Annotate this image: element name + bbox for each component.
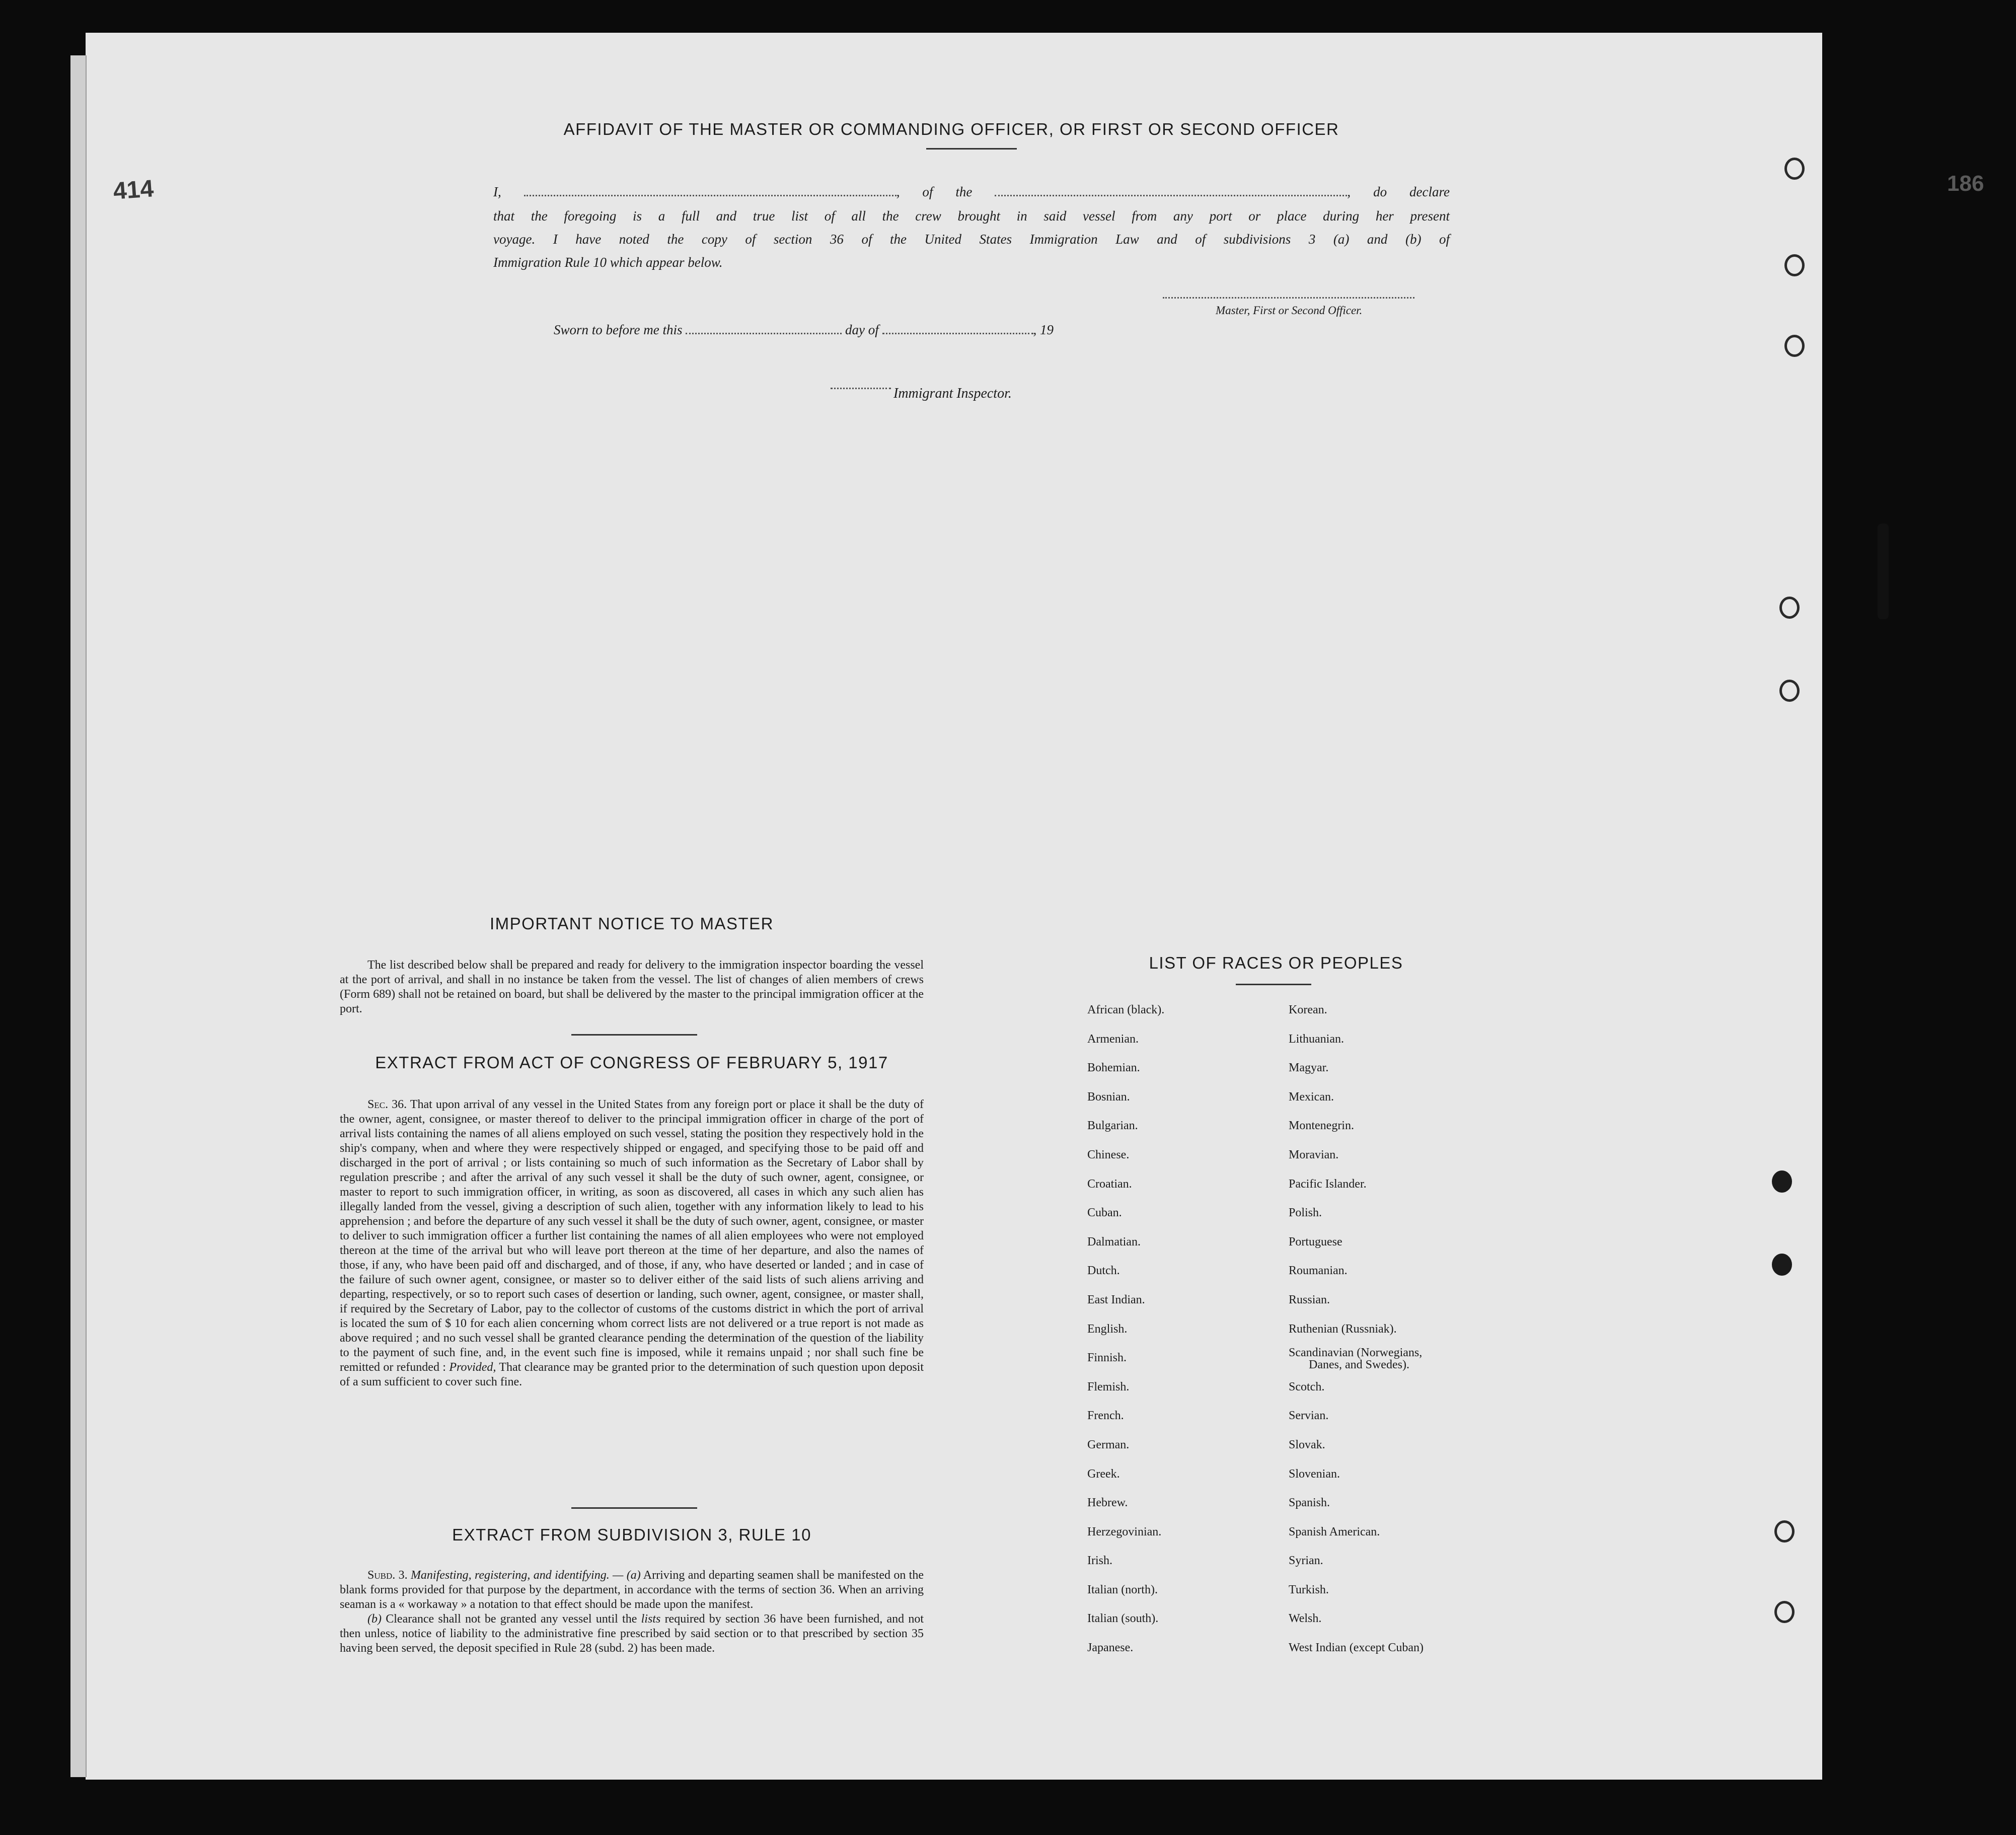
race-item: Scotch. (1289, 1380, 1325, 1393)
race-item: Finnish. (1087, 1351, 1127, 1365)
act-sec-label: Sec. 36. (367, 1098, 407, 1111)
sworn-line (554, 322, 1054, 338)
affidavit-line-2: that the foregoing is a full and true list of all the crew brought in said vessel from any port or place during her present (493, 208, 1450, 224)
race-item: Hebrew. (1087, 1496, 1128, 1510)
punch-hole (1772, 1254, 1792, 1276)
rule10-subd-label: Subd. 3. (367, 1569, 408, 1582)
race-item: Turkish. (1289, 1583, 1329, 1596)
punch-hole (1772, 1170, 1792, 1193)
ink-mark (1878, 524, 1889, 619)
day-of-label: day of (845, 322, 879, 337)
race-item: Chinese. (1087, 1148, 1130, 1161)
rule10-b-label: (b) (367, 1612, 382, 1626)
race-item: Italian (north). (1087, 1583, 1158, 1596)
rule10-title: EXTRACT FROM SUBDIVISION 3, RULE 10 (452, 1525, 811, 1544)
race-item: Bosnian. (1087, 1090, 1130, 1104)
divider (571, 1034, 697, 1036)
act-body: That upon arrival of any vessel in the United States from any foreign port or place it shall be the duty of the owner, agent, consignee, or master thereof to deliver to the principal immigration officer in charge of the port of arrival lists containing the names of all aliens employed on such vessel, stating the position they respectively hold in the ship's company, when and where they were respectively shipped or engaged, and specifying those to be paid off and discharged in the port of arrival ; or lists containing so much of such information as the Secretary of Labor shall by regulation prescribe ; and after the arrival of any such vessel it shall be the duty of such owner, agent, consignee, or master to report to such immigration officer, in writing, as soon as discovered, all cases in which any such alien has illegally landed from the vessel, giving a description of such alien, together with any information likely to lead to his apprehension ; and before the departure of any such vessel it shall be the duty of such owner, agent, consignee, or master to deliver to such immigration officer a further list containing the names of all alien employees who were not employed thereon at the time of the arrival but who will leave port thereon at the time of her departure, and also the names of those, if any, who have been paid off and discharged, and of those, if any, who have deserted or landed ; and in case of the failure of such owner agent, consignee, or master so to deliver either of the said lists of such aliens arriving and departing, respectively, or so to report such cases of desertion or landing, such owner, agent, consignee, or master shall, if required by the Secretary of Labor, pay to the collector of customs of the customs district in which the port of arrival is located the sum of $ 10 for each alien concerning whom correct lists are not delivered or a true report is not made as above required ; and no such vessel shall be granted clearance pending the determination of the question of the liability to the payment of such fine, and, in the event such fine is imposed, while it remains unpaid ; nor shall such fine be remitted or refunded : (340, 1098, 924, 1374)
affidavit-of-the: , of the (896, 184, 973, 199)
race-item: African (black). (1087, 1003, 1165, 1016)
affidavit-line-4: Immigration Rule 10 which appear below. (493, 255, 723, 270)
signature-blank[interactable] (1163, 297, 1414, 299)
race-item: Slovenian. (1289, 1467, 1340, 1481)
race-item: Japanese. (1087, 1641, 1134, 1655)
year-label: , 19 (1033, 322, 1054, 337)
punch-hole (1784, 335, 1805, 357)
rule10-lists: lists (641, 1612, 661, 1626)
race-item: Spanish American. (1289, 1525, 1380, 1538)
race-item-line: Scandinavian (Norwegians, (1289, 1346, 1423, 1360)
act-provided: Provided, (449, 1361, 496, 1374)
bleed-through (1611, 403, 1619, 418)
race-item: Pacific Islander. (1289, 1177, 1367, 1191)
races-column-1 (1087, 996, 1279, 1663)
race-item: East Indian. (1087, 1293, 1145, 1306)
race-item: Portuguese (1289, 1235, 1342, 1249)
sworn-month-blank[interactable] (882, 333, 1033, 334)
race-item: Russian. (1289, 1293, 1330, 1306)
race-item: Greek. (1087, 1467, 1120, 1481)
race-item: Dutch. (1087, 1264, 1120, 1278)
race-item: German. (1087, 1438, 1130, 1451)
race-item: Lithuanian. (1289, 1032, 1344, 1046)
races-column-2 (1289, 996, 1540, 1663)
race-item: Servian. (1289, 1409, 1329, 1423)
race-item: Croatian. (1087, 1177, 1132, 1191)
affidavit-i: I, (493, 184, 501, 199)
sworn-day-blank[interactable] (686, 333, 842, 334)
punch-hole (1784, 254, 1805, 276)
notice-text: The list described below shall be prepared and ready for delivery to the immigration inspector boarding the vessel at the port of arrival, and shall in no instance be taken from the vessel. The list of changes of alien members of crews (Form 689) shall not be retained on board, but shall be delivered by the master to the principal immigration officer at the port. (340, 959, 924, 1015)
document-page (86, 33, 1822, 1780)
divider (571, 1507, 697, 1509)
rule10-subd-title: Manifesting, registering, and identifying. — (a) (410, 1569, 641, 1582)
punch-hole (1779, 597, 1800, 619)
divider (926, 148, 1017, 150)
affidavit-declare: , do declare (1347, 184, 1450, 199)
race-item: Polish. (1289, 1206, 1322, 1220)
race-item: Irish. (1087, 1554, 1112, 1568)
race-item: Ruthenian (Russniak). (1289, 1322, 1397, 1336)
rule10-text-a: Arriving and departing seamen shall be manifested on the blank forms provided for that purpose by the department, in accordance with the terms of section 36. When an arriving seaman is a « workaway » a notation to that effect should be made upon the manifest. (340, 1569, 924, 1611)
signature-label: Master, First or Second Officer. (1216, 304, 1363, 317)
affidavit-line-1 (493, 180, 1450, 203)
race-item: Roumanian. (1289, 1264, 1348, 1278)
race-item: Herzegovinian. (1087, 1525, 1162, 1538)
race-item: Flemish. (1087, 1380, 1130, 1393)
rule10-text-b1: Clearance shall not be granted any vessel until the (386, 1612, 637, 1626)
race-item: Italian (south). (1087, 1612, 1159, 1626)
punch-hole (1774, 1520, 1795, 1543)
race-item: English. (1087, 1322, 1128, 1336)
vessel-blank[interactable] (995, 195, 1347, 196)
notice-title: IMPORTANT NOTICE TO MASTER (489, 914, 774, 933)
divider (1236, 984, 1311, 985)
race-item: West Indian (except Cuban) (1289, 1641, 1424, 1655)
race-item: Bulgarian. (1087, 1119, 1138, 1133)
race-item: Magyar. (1289, 1061, 1329, 1075)
act-text (340, 1097, 924, 1389)
race-item: Montenegrin. (1289, 1119, 1354, 1133)
race-item: Welsh. (1289, 1612, 1322, 1626)
race-item: Korean. (1289, 1003, 1327, 1016)
race-item: Bohemian. (1087, 1061, 1140, 1075)
affidavit-title: AFFIDAVIT OF THE MASTER OR COMMANDING OFFICER, OR FIRST OR SECOND OFFICER (563, 120, 1339, 138)
inspector-blank[interactable] (831, 388, 891, 389)
race-item: Armenian. (1087, 1032, 1139, 1046)
binding-strip (70, 55, 87, 1777)
race-item: Dalmatian. (1087, 1235, 1141, 1249)
inspector-label: Immigrant Inspector. (893, 386, 1012, 401)
act-title: EXTRACT FROM ACT OF CONGRESS OF FEBRUARY 5, 1917 (375, 1053, 888, 1072)
race-item (1289, 1344, 1540, 1373)
sworn-label: Sworn to before me this (554, 322, 683, 337)
race-item: Spanish. (1289, 1496, 1330, 1510)
race-item-line: Danes, and Swedes). (1309, 1358, 1409, 1372)
punch-hole (1784, 158, 1805, 180)
punch-hole (1774, 1601, 1795, 1623)
race-item: Mexican. (1289, 1090, 1334, 1104)
rule10-text (340, 1568, 924, 1656)
race-item: Moravian. (1289, 1148, 1339, 1161)
race-item: Cuban. (1087, 1206, 1122, 1220)
left-margin-number: 414 (112, 175, 155, 205)
right-margin-number: 186 (1947, 171, 1984, 196)
rule10-text-b2: required by section 36 have been furnished, and not then unless, notice of liability to the administrative fine prescribed by said section or to that prescribed by section 35 having been served, the deposit specified in Rule 28 (subd. 2) has been made. (340, 1612, 924, 1655)
affidavit-line-3: voyage. I have noted the copy of section 36 of the United States Immigration Law and of subdivisions 3 (a) and (b) of (493, 232, 1450, 247)
punch-hole (1779, 680, 1800, 702)
race-item: Slovak. (1289, 1438, 1325, 1451)
races-title: LIST OF RACES OR PEOPLES (1149, 953, 1403, 972)
race-item: Syrian. (1289, 1554, 1323, 1568)
name-blank[interactable] (524, 195, 897, 196)
race-item: French. (1087, 1409, 1124, 1423)
act-body-2: That clearance may be granted prior to the determination of such question upon deposit of a sum sufficient to cover such fine. (340, 1361, 924, 1388)
